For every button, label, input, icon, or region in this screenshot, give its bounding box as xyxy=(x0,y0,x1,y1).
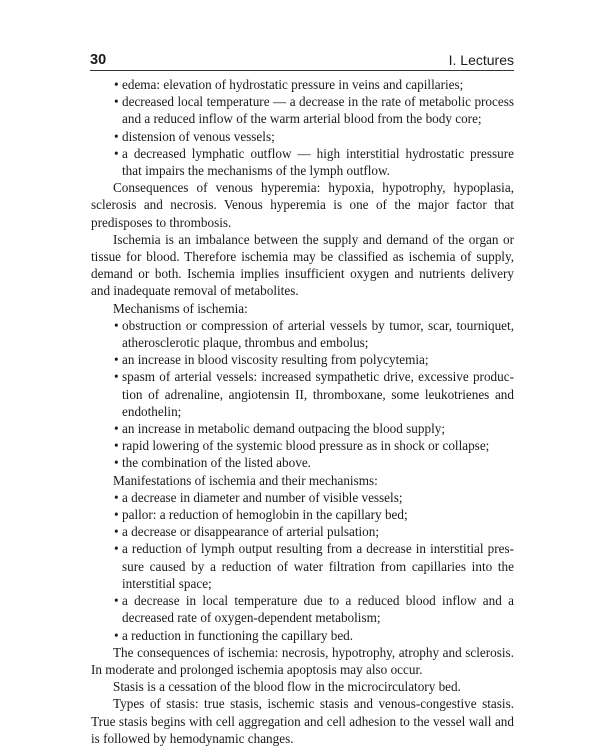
bullet-capillary-bed: • a reduction in functioning the capillary bed. xyxy=(91,627,514,644)
bullet-distension: • distension of venous vessels; xyxy=(91,128,514,145)
paragraph-ischemia-definition: Ischemia is an imbalance between the supply and demand of the organ or tissue for blood. Therefore ischemia may be classified as ischemia of supply, demand or both. Ischemia implies insufficient oxygen and nutrients delivery and inadequate removal of metabolites. xyxy=(91,231,514,299)
page-header xyxy=(90,52,514,72)
paragraph-consequences-of-ischemia: The consequences of ischemia: necrosis, hypotrophy, atrophy and sclerosis. In moderate and prolonged ischemia apoptosis may also occur. xyxy=(91,644,514,677)
heading-manifestations-of-ischemia: Manifestations of ischemia and their mechanisms: xyxy=(113,472,378,488)
bullet-obstruction: • obstruction or compression of arterial vessels by tumor, scar, tourniquet, atherosclerotic plaque, thrombus and embolus; xyxy=(91,317,514,351)
bullet-arterial-spasm: • spasm of arterial vessels: increased sympathetic drive, excessive production of adrenaline, angiotensin II, thromboxane, some leukotrienes and endothelin; xyxy=(91,368,514,420)
header-rule xyxy=(90,70,514,71)
bullet-vessel-diameter: • a decrease in diameter and number of visible vessels; xyxy=(91,489,514,506)
bullet-metabolic-demand: • an increase in metabolic demand outpacing the blood supply; xyxy=(91,420,514,437)
bullet-blood-pressure: • rapid lowering of the systemic blood pressure as in shock or collapse; xyxy=(91,437,514,454)
bullet-edema: • edema: elevation of hydrostatic pressure in veins and capillaries; xyxy=(91,76,514,93)
bullet-combination: • the combination of the listed above. xyxy=(91,454,514,471)
bullet-lymphatic-outflow: • a decreased lymphatic outflow — high interstitial hydrostatic pressure that impairs the mechanisms of the lymph outflow. xyxy=(91,145,514,179)
bullet-local-temperature: • a decrease in local temperature due to a reduced blood inflow and a decreased rate of oxygen-dependent metabolism; xyxy=(91,592,514,626)
page-number: 30 xyxy=(90,52,107,68)
bullet-decreased-temperature: • decreased local temperature — a decrease in the rate of metabolic process and a reduced inflow of the warm arterial blood from the body core; xyxy=(91,93,514,127)
page-body xyxy=(91,76,514,747)
paragraph-stasis-definition: Stasis is a cessation of the blood flow in the microcirculatory bed. xyxy=(113,679,461,695)
bullet-arterial-pulsation: • a decrease or disappearance of arterial pulsation; xyxy=(91,523,514,540)
bullet-pallor: • pallor: a reduction of hemoglobin in the capillary bed; xyxy=(91,506,514,523)
paragraph-types-of-stasis: Types of stasis: true stasis, ischemic stasis and venous-congestive stasis. True stasis begins with cell aggregation and cell adhesion to the vessel wall and is followed by hemodynamic changes. xyxy=(91,696,514,746)
bullet-blood-viscosity: • an increase in blood viscosity resulting from polycytemia; xyxy=(91,351,514,368)
paragraph-consequences-venous-hyperemia: Consequences of venous hyperemia: hypoxia, hypotrophy, hypoplasia, sclerosis and necrosis. Venous hyperemia is one of the major factor that predisposes to thrombosis. xyxy=(91,180,514,230)
heading-mechanisms-of-ischemia: Mechanisms of ischemia: xyxy=(113,300,248,316)
running-title: I. Lectures xyxy=(448,52,514,68)
bullet-lymph-output: • a reduction of lymph output resulting from a decrease in interstitial pressure caused by a reduction of water filtration from capillaries into the interstitial space; xyxy=(91,540,514,592)
